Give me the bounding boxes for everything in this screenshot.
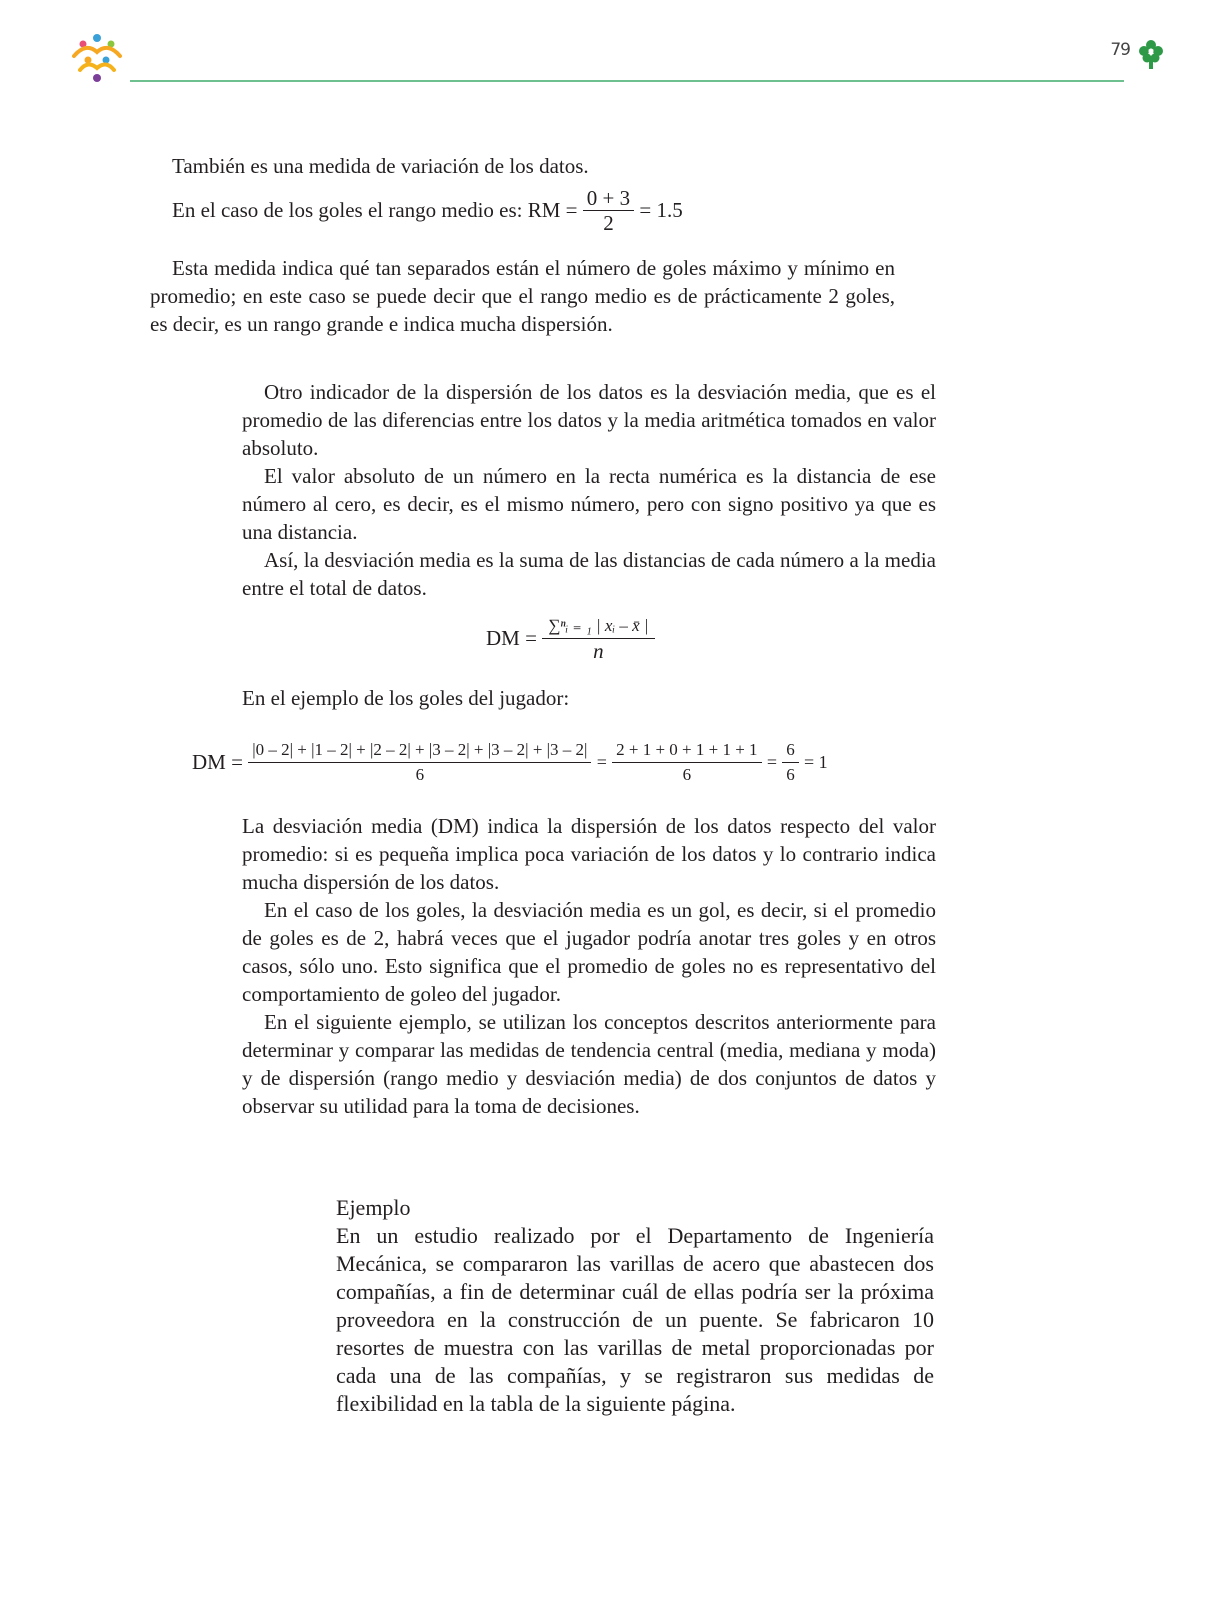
dm-calc-result: = 1	[803, 752, 828, 772]
dm-general-denominator: n	[593, 639, 604, 663]
example-text: En un estudio realizado por el Departamento de Ingeniería Mecánica, se compararon las varillas de acero que abastecen dos compañías, a fin de determinar cuál de ellas podría ser la próxima proveedora en la construcción de un puente. Se fabricaron 10 resortes de muestra con las varillas de metal proporcionadas por cada una de las compañías, y se registraron sus medidas de flexibilidad en la tabla de la siguiente página.	[336, 1223, 934, 1416]
dm-calc-numerator-3: 6	[782, 738, 799, 763]
colorful-figures-logo-icon	[68, 30, 126, 88]
dm-calc-fraction-1	[248, 738, 591, 787]
dm-general-numerator: ∑ⁿᵢ ₌ ₁ | xᵢ – x̄ |	[542, 614, 654, 639]
dm-calc-denominator-2: 6	[682, 765, 692, 784]
intro-line: También es una medida de variación de los datos.	[172, 154, 589, 178]
rango-medio-formula	[172, 186, 683, 235]
dm-calc-denominator-1: 6	[415, 765, 425, 784]
dm-calc-fraction-3	[782, 738, 799, 787]
dm-calc-numerator-1: |0 – 2| + |1 – 2| + |2 – 2| + |3 – 2| + |3 – 2| + |3 – 2|	[248, 738, 591, 763]
dm-label: DM =	[486, 626, 537, 650]
paragraph-suma-distancias: Así, la desviación media es la suma de las distancias de cada número a la media entre el total de datos.	[242, 548, 936, 600]
dm-calculation	[192, 738, 828, 787]
dm-calc-equals-2: =	[766, 752, 777, 772]
example-title: Ejemplo	[336, 1195, 411, 1220]
dm-calc-fraction-2	[612, 738, 761, 787]
paragraph-dm-interpretacion: La desviación media (DM) indica la dispersión de los datos respecto del valor promedio: si es pequeña implica poca variación de los datos y lo contrario indica mucha dispersión de los datos.	[242, 814, 936, 894]
paragraph-valor-absoluto: El valor absoluto de un número en la recta numérica es la distancia de ese número al cero, es decir, es el mismo número, pero con signo positivo ya que es una distancia.	[242, 464, 936, 544]
dm-general-formula	[486, 614, 655, 663]
header-rule	[130, 80, 1124, 82]
rm-numerator: 0 + 3	[583, 186, 634, 211]
dm-calc-numerator-2: 2 + 1 + 0 + 1 + 1 + 1	[612, 738, 761, 763]
paragraph-siguiente-ejemplo: En el siguiente ejemplo, se utilizan los conceptos descritos anteriormente para determinar y comparar las medidas de tendencia central (media, mediana y moda) y de dispersión (rango medio y desviación media) de dos conjuntos de datos y observar su utilidad para la toma de decisiones.	[242, 1010, 936, 1118]
dm-general-fraction	[542, 614, 654, 663]
rm-result: = 1.5	[639, 198, 683, 222]
paragraph-rango-medio: Esta medida indica qué tan separados están el número de goles máximo y mínimo en promedio; en este caso se puede decir que el rango medio es de prácticamente 2 goles, es decir, es un rango grande e indica mucha dispersión.	[150, 256, 895, 336]
dm-calc-denominator-3: 6	[786, 765, 795, 784]
paragraph-caso-goles: En el caso de los goles, la desviación media es un gol, es decir, si el promedio de goles es de 2, habrá veces que el jugador podría anotar tres goles y en otros casos, sólo uno. Esto significa que el promedio de goles no es representativo del comportamiento de goleo del jugador.	[242, 898, 936, 1006]
dm-calc-equals-1: =	[596, 752, 607, 772]
page-number: 79	[1110, 40, 1130, 60]
green-tree-icon	[1138, 38, 1164, 70]
dm-calc-label: DM =	[192, 750, 243, 774]
rm-intro: En el caso de los goles el rango medio es: RM =	[172, 198, 578, 222]
example-intro-line: En el ejemplo de los goles del jugador:	[242, 686, 570, 710]
rm-denominator: 2	[603, 211, 614, 235]
rm-fraction	[583, 186, 634, 235]
paragraph-desviacion-media: Otro indicador de la dispersión de los datos es la desviación media, que es el promedio de las diferencias entre los datos y la media aritmética tomados en valor absoluto.	[242, 380, 936, 460]
